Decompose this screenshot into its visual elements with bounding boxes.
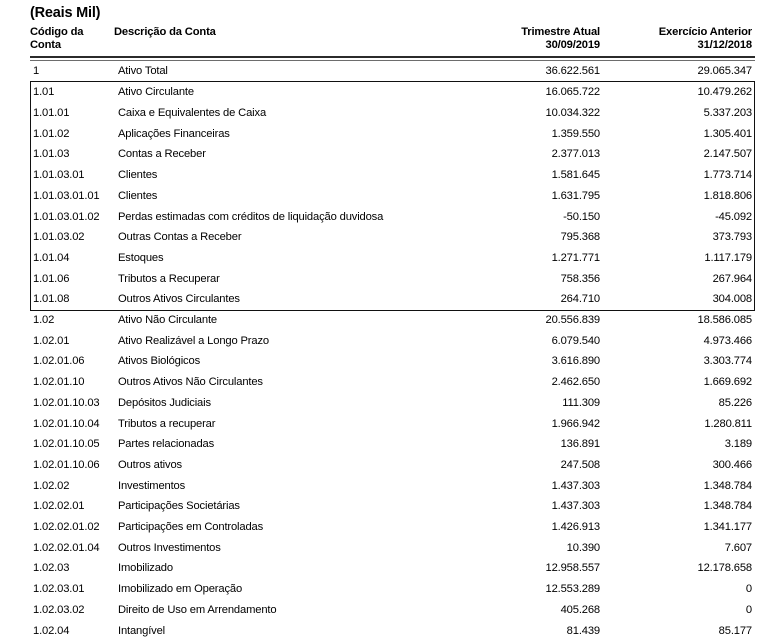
cell-description: Caixa e Equivalentes de Caixa bbox=[118, 106, 267, 119]
cell-description: Tributos a recuperar bbox=[118, 417, 216, 430]
cell-previous-value: 1.669.692 bbox=[703, 376, 752, 389]
table-row bbox=[30, 579, 755, 600]
table-row bbox=[30, 517, 755, 538]
table-row bbox=[30, 124, 755, 145]
cell-account-code: 1.02.01.10 bbox=[33, 376, 85, 389]
table-row bbox=[30, 538, 755, 559]
cell-current-value: -50.150 bbox=[563, 210, 600, 223]
cell-current-value: 247.508 bbox=[560, 458, 600, 471]
table-row bbox=[30, 414, 755, 435]
cell-current-value: 12.553.289 bbox=[545, 583, 600, 596]
cell-current-value: 136.891 bbox=[560, 438, 600, 451]
table-body bbox=[30, 61, 755, 641]
cell-previous-value: 1.348.784 bbox=[703, 500, 752, 513]
cell-previous-value: 1.341.177 bbox=[703, 521, 752, 534]
cell-previous-value: 85.177 bbox=[718, 624, 752, 637]
cell-account-code: 1.01 bbox=[33, 86, 55, 99]
cell-account-code: 1.01.01 bbox=[33, 106, 70, 119]
cell-description: Estoques bbox=[118, 251, 164, 264]
table-row bbox=[30, 82, 755, 103]
cell-previous-value: 0 bbox=[745, 603, 752, 616]
cell-account-code: 1.02.01.10.06 bbox=[33, 458, 100, 471]
cell-description: Imobilizado em Operação bbox=[118, 583, 243, 596]
cell-current-value: 3.616.890 bbox=[551, 355, 600, 368]
cell-account-code: 1.02 bbox=[33, 314, 55, 327]
cell-current-value: 1.437.303 bbox=[551, 479, 600, 492]
cell-current-value: 6.079.540 bbox=[551, 334, 600, 347]
cell-account-code: 1.02.02 bbox=[33, 479, 70, 492]
cell-description: Contas a Receber bbox=[118, 148, 206, 161]
cell-current-value: 10.034.322 bbox=[545, 106, 600, 119]
cell-description: Ativo Circulante bbox=[118, 86, 194, 99]
cell-account-code: 1.01.04 bbox=[33, 251, 70, 264]
cell-account-code: 1.02.01.06 bbox=[33, 355, 85, 368]
table-row bbox=[30, 165, 755, 186]
table-row bbox=[30, 103, 755, 124]
cell-previous-value: 7.607 bbox=[724, 541, 752, 554]
table-row bbox=[30, 227, 755, 248]
table-row bbox=[30, 331, 755, 352]
column-header-previous-year-line1: Exercício Anterior bbox=[658, 26, 752, 38]
cell-description: Ativo Realizável a Longo Prazo bbox=[118, 334, 269, 347]
column-header-description-line1: Descrição da Conta bbox=[114, 26, 216, 38]
cell-previous-value: 267.964 bbox=[712, 272, 752, 285]
table-row bbox=[30, 269, 755, 290]
cell-account-code: 1.01.02 bbox=[33, 127, 70, 140]
cell-previous-value: 4.973.466 bbox=[703, 334, 752, 347]
cell-description: Ativo Total bbox=[114, 61, 451, 82]
table-row bbox=[30, 434, 755, 455]
column-header-account-code bbox=[30, 26, 114, 55]
cell-current-value: 16.065.722 bbox=[545, 86, 600, 99]
cell-current-value: 2.377.013 bbox=[551, 148, 600, 161]
cell-previous-value: 85.226 bbox=[718, 396, 752, 409]
column-header-description bbox=[114, 26, 451, 55]
cell-description: Participações Societárias bbox=[118, 500, 240, 513]
cell-previous-value: 3.303.774 bbox=[703, 355, 752, 368]
cell-account-code: 1.02.03.01 bbox=[33, 583, 85, 596]
cell-description: Clientes bbox=[118, 169, 158, 182]
column-header-account-code-line2: Conta bbox=[30, 38, 61, 51]
cell-description: Ativos Biológicos bbox=[118, 355, 201, 368]
table-row bbox=[30, 496, 755, 517]
cell-current-value: 111.309 bbox=[562, 396, 600, 409]
cell-description: Aplicações Financeiras bbox=[118, 127, 230, 140]
cell-current-value: 758.356 bbox=[560, 272, 600, 285]
cell-current-value: 1.966.942 bbox=[551, 417, 600, 430]
table-row bbox=[30, 289, 755, 310]
cell-previous-value: 373.793 bbox=[712, 231, 752, 244]
cell-description: Partes relacionadas bbox=[118, 438, 215, 451]
cell-description: Intangível bbox=[118, 624, 166, 637]
cell-description: Outras Contas a Receber bbox=[118, 231, 242, 244]
cell-current-value: 12.958.557 bbox=[545, 562, 600, 575]
cell-current-value: 1.426.913 bbox=[551, 521, 600, 534]
table-row bbox=[30, 558, 755, 579]
table-row bbox=[30, 393, 755, 414]
cell-previous-value: 1.818.806 bbox=[703, 189, 752, 202]
cell-current-value: 1.631.795 bbox=[551, 189, 600, 202]
cell-previous-value: -45.092 bbox=[715, 210, 752, 223]
cell-account-code: 1.02.02.01 bbox=[33, 500, 85, 513]
cell-previous-value: 300.466 bbox=[712, 458, 752, 471]
cell-current-value: 20.556.839 bbox=[545, 314, 600, 327]
table-row bbox=[30, 248, 755, 269]
cell-account-code: 1.01.03.01.01 bbox=[33, 189, 100, 202]
cell-previous-value: 2.147.507 bbox=[703, 148, 752, 161]
column-header-previous-year-date: 31/12/2018 bbox=[697, 38, 752, 51]
cell-previous-value: 1.348.784 bbox=[703, 479, 752, 492]
cell-description: Outros Investimentos bbox=[118, 541, 221, 554]
cell-account-code: 1.02.01.10.05 bbox=[33, 438, 100, 451]
cell-previous-value: 18.586.085 bbox=[697, 314, 752, 327]
cell-account-code: 1.02.01.10.03 bbox=[33, 396, 100, 409]
cell-current-value: 264.710 bbox=[560, 293, 600, 306]
table-row bbox=[30, 621, 755, 641]
cell-current-value: 1.271.771 bbox=[551, 251, 600, 264]
table-row bbox=[30, 144, 755, 165]
cell-description: Clientes bbox=[118, 189, 158, 202]
cell-description: Investimentos bbox=[118, 479, 186, 492]
table-row bbox=[30, 351, 755, 372]
currency-unit-label: (Reais Mil) bbox=[30, 5, 101, 21]
cell-description: Perdas estimadas com créditos de liquidação duvidosa bbox=[118, 210, 384, 223]
cell-account-code: 1.02.01 bbox=[33, 334, 70, 347]
cell-account-code: 1.02.04 bbox=[33, 624, 70, 637]
cell-current-value: 10.390 bbox=[566, 541, 600, 554]
cell-previous-value: 3.189 bbox=[724, 438, 752, 451]
cell-previous-value: 1.773.714 bbox=[703, 169, 752, 182]
table-row bbox=[30, 61, 755, 82]
table-row bbox=[30, 372, 755, 393]
cell-previous-value: 1.305.401 bbox=[703, 127, 752, 140]
cell-description: Outros ativos bbox=[118, 458, 182, 471]
cell-current-value: 405.268 bbox=[560, 603, 600, 616]
cell-description: Outros Ativos Não Circulantes bbox=[118, 376, 263, 389]
cell-description: Tributos a Recuperar bbox=[118, 272, 220, 285]
cell-previous-value: 29.065.347 bbox=[603, 61, 755, 82]
cell-previous-value: 304.008 bbox=[712, 293, 752, 306]
cell-current-value: 1.359.550 bbox=[551, 127, 600, 140]
cell-account-code: 1.01.03 bbox=[33, 148, 70, 161]
table-row bbox=[30, 476, 755, 497]
cell-current-value: 36.622.561 bbox=[451, 61, 603, 82]
cell-previous-value: 12.178.658 bbox=[697, 562, 752, 575]
cell-account-code: 1.01.08 bbox=[33, 293, 70, 306]
cell-account-code: 1.02.03 bbox=[33, 562, 70, 575]
table-row bbox=[30, 455, 755, 476]
cell-previous-value: 1.280.811 bbox=[704, 417, 752, 430]
cell-previous-value: 10.479.262 bbox=[697, 86, 752, 99]
column-header-current-quarter-line1: Trimestre Atual bbox=[521, 26, 600, 38]
table-row bbox=[30, 207, 755, 228]
cell-previous-value: 5.337.203 bbox=[703, 106, 752, 119]
cell-description: Ativo Não Circulante bbox=[118, 314, 217, 327]
cell-account-code: 1.02.03.02 bbox=[33, 603, 85, 616]
cell-previous-value: 1.117.179 bbox=[704, 251, 752, 264]
cell-description: Participações em Controladas bbox=[118, 521, 264, 534]
table-row bbox=[30, 310, 755, 331]
cell-current-value: 1.581.645 bbox=[551, 169, 600, 182]
cell-account-code: 1.02.01.10.04 bbox=[33, 417, 100, 430]
table-row bbox=[30, 600, 755, 621]
cell-current-value: 795.368 bbox=[560, 231, 600, 244]
table-row bbox=[30, 186, 755, 207]
cell-account-code: 1.01.03.02 bbox=[33, 231, 85, 244]
cell-current-value: 2.462.650 bbox=[551, 376, 600, 389]
cell-description: Imobilizado bbox=[118, 562, 173, 575]
cell-account-code: 1 bbox=[30, 61, 114, 82]
cell-description: Outros Ativos Circulantes bbox=[118, 293, 240, 306]
cell-account-code: 1.01.06 bbox=[33, 272, 70, 285]
column-header-current-quarter-date: 30/09/2019 bbox=[545, 38, 600, 51]
balance-sheet-table-container bbox=[30, 26, 755, 641]
cell-current-value: 1.437.303 bbox=[551, 500, 600, 513]
cell-previous-value: 0 bbox=[745, 583, 752, 596]
balance-sheet-table bbox=[30, 26, 755, 641]
table-header bbox=[30, 26, 755, 61]
cell-account-code: 1.02.02.01.04 bbox=[33, 541, 100, 554]
cell-account-code: 1.02.02.01.02 bbox=[33, 521, 100, 534]
column-header-account-code-line1: Código da bbox=[30, 26, 84, 38]
cell-account-code: 1.01.03.01 bbox=[33, 169, 85, 182]
table-header-row bbox=[30, 26, 755, 55]
cell-description: Direito de Uso em Arrendamento bbox=[118, 603, 277, 616]
column-header-current-quarter bbox=[451, 26, 603, 55]
cell-account-code: 1.01.03.01.02 bbox=[33, 210, 100, 223]
cell-current-value: 81.439 bbox=[566, 624, 600, 637]
cell-description: Depósitos Judiciais bbox=[118, 396, 211, 409]
column-header-previous-year bbox=[603, 26, 755, 55]
